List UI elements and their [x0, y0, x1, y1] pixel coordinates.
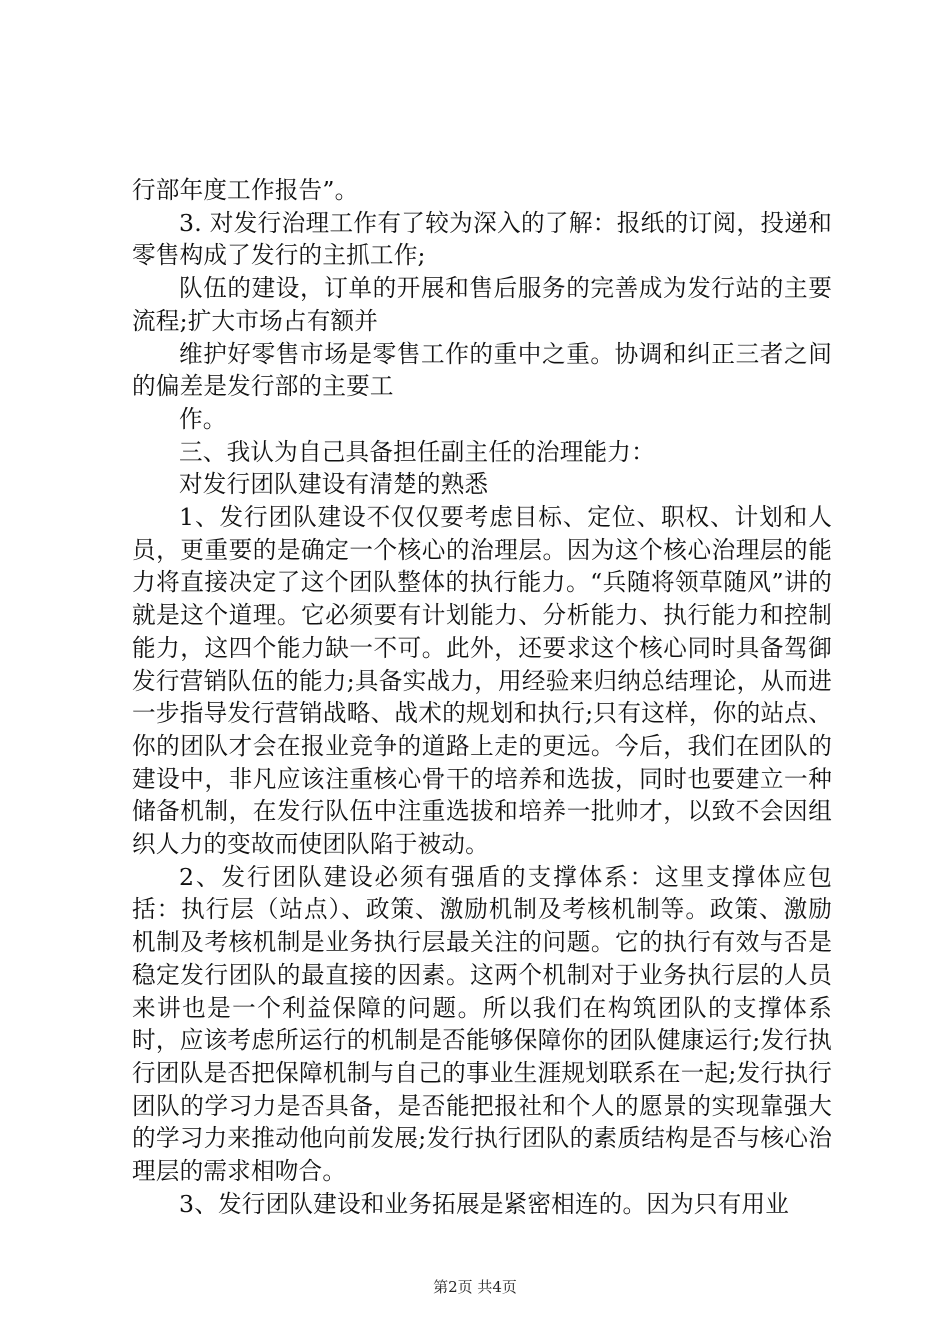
paragraph-item-3: 3. 对发行治理工作有了较为深入的了解：报纸的订阅，投递和零售构成了发行的主抓工作;	[132, 208, 832, 270]
paragraph-work: 作。	[179, 404, 227, 433]
page-number-label: 第2页 共4页	[433, 1278, 517, 1296]
paragraph-retail-market: 维护好零售市场是零售工作的重中之重。协调和纠正三者之间的偏差是发行部的主要工	[132, 339, 832, 401]
page-footer	[0, 1277, 950, 1297]
paragraph-point-2: 2、发行团队建设必须有强盾的支撑体系：这里支撑体应包括：执行层（站点）、政策、激励机制及考核机制等。政策、激励机制及考核机制是业务执行层最关注的问题。它的执行有效与否是稳定发行团队的最直接的因素。这两个机制对于业务执行层的人员来讲也是一个利益保障的问题。所以我们在构筑团队的支撑体系时，应该考虑所运行的机制是否能够保障你的团队健康运行;发行执行团队是否把保障机制与自己的事业生涯规划联系在一起;发行执行团队的学习力是否具备，是否能把报社和个人的愿景的实现靠强大的学习力来推动他向前发展;发行执行团队的素质结构是否与核心治理层的需求相吻合。	[132, 862, 832, 1186]
document-body	[132, 174, 832, 1221]
paragraph-point-3: 3、发行团队建设和业务拓展是紧密相连的。因为只有用业	[179, 1189, 790, 1218]
paragraph-team-building: 队伍的建设，订单的开展和售后服务的完善成为发行站的主要流程;扩大市场占有额并	[132, 274, 832, 335]
section-heading-3: 三、我认为自己具备担任副主任的治理能力：	[179, 437, 655, 466]
paragraph-continuation: 行部年度工作报告”。	[132, 176, 359, 204]
paragraph-point-1: 1、发行团队建设不仅仅要考虑目标、定位、职权、计划和人员，更重要的是确定一个核心的治理层。因为这个核心治理层的能力将直接决定了这个团队整体的执行能力。“兵随将领草随风”讲的就是这个道理。它必须要有计划能力、分析能力、执行能力和控制能力，这四个能力缺一不可。此外，还要求这个核心同时具备驾御发行营销队伍的能力;具备实战力，用经验来归纳总结理论，从而进一步指导发行营销战略、战术的规划和执行;只有这样，你的站点、你的团队才会在报业竞争的道路上走的更远。今后，我们在团队的建设中，非凡应该注重核心骨干的培养和选拔，同时也要建立一种储备机制，在发行队伍中注重选拔和培养一批帅才，以致不会因组织人力的变故而使团队陷于被动。	[132, 503, 832, 859]
subheading-team-awareness: 对发行团队建设有清楚的熟悉	[179, 470, 489, 499]
